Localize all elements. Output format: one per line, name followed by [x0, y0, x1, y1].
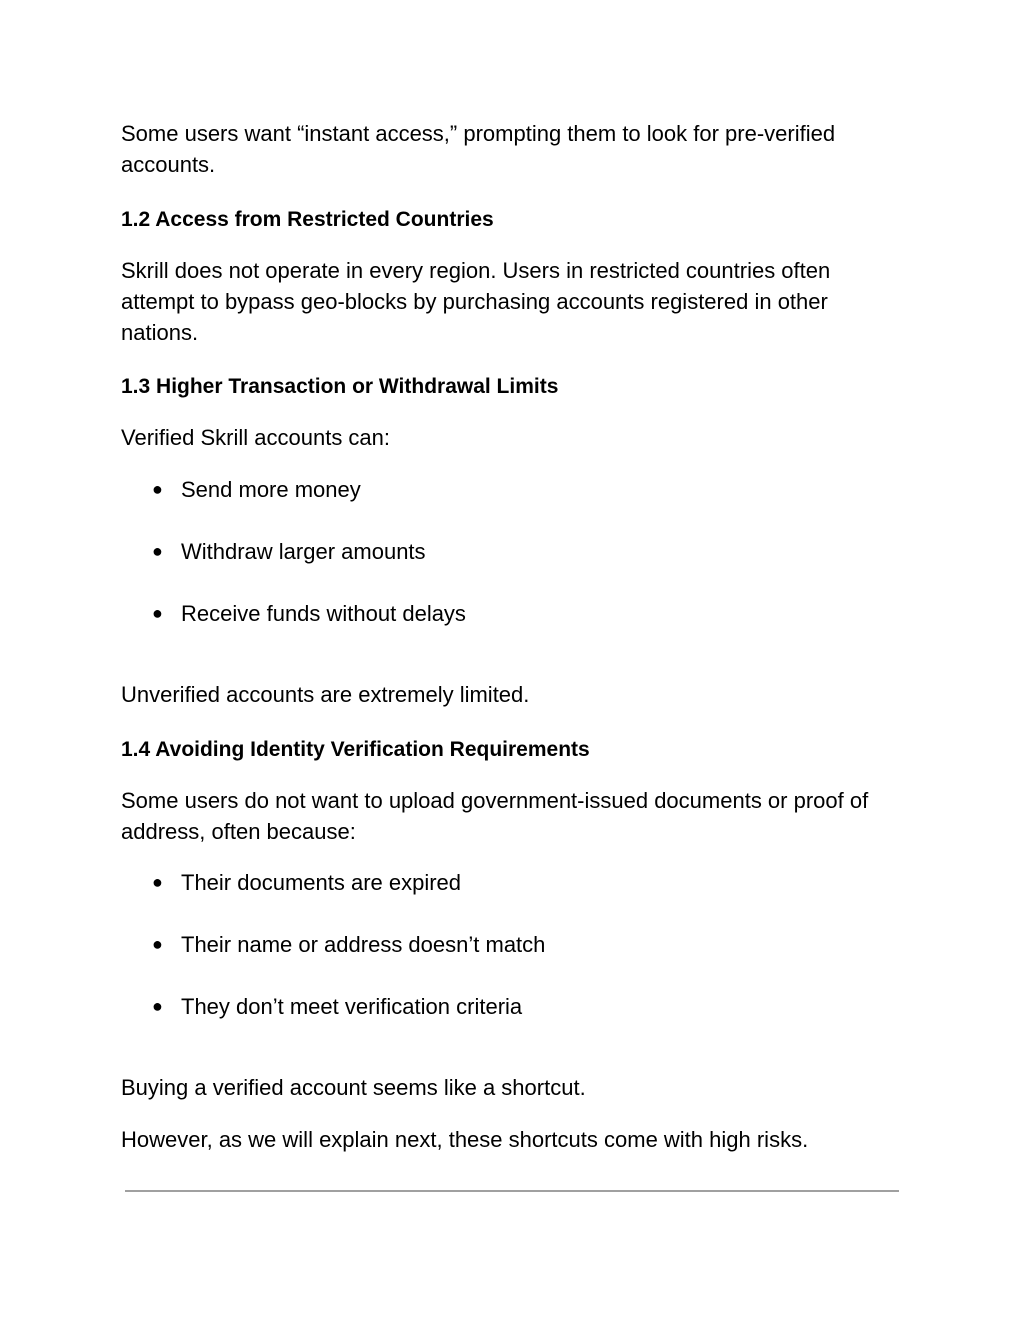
final-paragraph: However, as we will explain next, these shortcuts come with high risks. — [121, 1127, 809, 1152]
list-item-text: Withdraw larger amounts — [181, 539, 426, 564]
shortcut-paragraph: Buying a verified account seems like a shortcut. — [121, 1075, 586, 1100]
bullet-icon: ● — [152, 934, 163, 954]
list-item-text: Send more money — [181, 477, 361, 502]
section-heading-1-2: 1.2 Access from Restricted Countries — [121, 208, 494, 231]
bullet-icon: ● — [152, 996, 163, 1016]
verification-avoidance-lead: Some users do not want to upload government-issued documents or proof of address, often because: — [121, 788, 869, 844]
restricted-countries-paragraph: Skrill does not operate in every region. Users in restricted countries often attempt to bypass geo-blocks by purchasing accounts registered in other nations. — [121, 258, 831, 345]
bullet-icon: ● — [152, 872, 163, 892]
horizontal-divider — [125, 1190, 899, 1192]
section-heading-1-3: 1.3 Higher Transaction or Withdrawal Limits — [121, 375, 559, 398]
verified-accounts-lead: Verified Skrill accounts can: — [121, 425, 391, 450]
unverified-limited-paragraph: Unverified accounts are extremely limited. — [121, 682, 530, 707]
intro-paragraph: Some users want “instant access,” prompting them to look for pre-verified accounts. — [121, 121, 836, 177]
bullet-icon: ● — [152, 603, 163, 623]
list-item-text: They don’t meet verification criteria — [181, 994, 523, 1019]
section-heading-1-4: 1.4 Avoiding Identity Verification Requirements — [121, 738, 590, 761]
bullet-icon: ● — [152, 541, 163, 561]
list-item-text: Receive funds without delays — [181, 601, 466, 626]
bullet-icon: ● — [152, 479, 163, 499]
list-item-text: Their documents are expired — [181, 870, 462, 895]
list-item-text: Their name or address doesn’t match — [181, 932, 546, 957]
